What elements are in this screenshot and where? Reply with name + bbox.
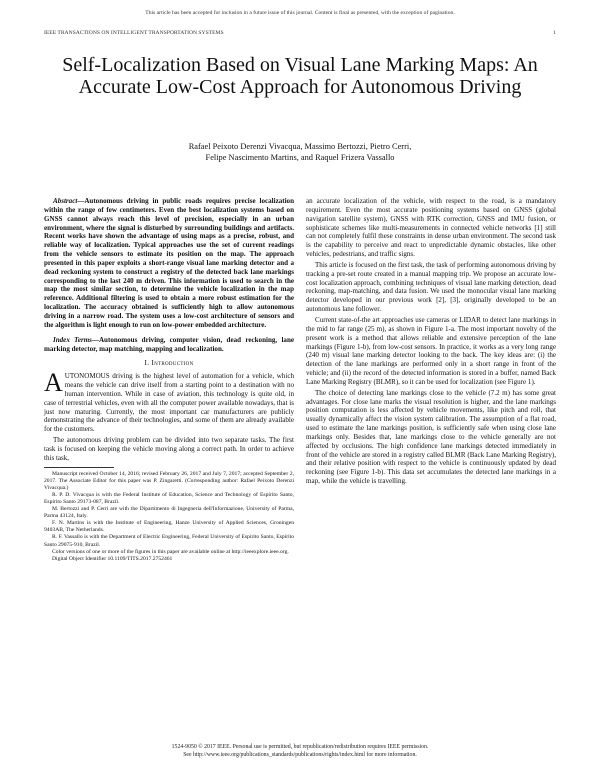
- rights-link-line: See http://www.ieee.org/publications_standards/publications/rights/index.html for more information.: [183, 752, 417, 758]
- footnote: R. P. D. Vivacqua is with the Federal Institute of Education, Science and Technology of Espírito Santo, Espírito Santo 29173-087, Brazil.: [44, 491, 294, 505]
- publication-notice: This article has been accepted for inclusion in a future issue of this journal. Content is final as presented, with the exception of pagination.: [145, 10, 455, 16]
- footnote: Manuscript received October 14, 2016; revised February 26, 2017 and July 7, 2017; accepted September 2, 2017. The Associate Editor for this paper was P. Zingaretti. (Corresponding author: Rafael Peixoto Derenzi Vivacqua.): [44, 470, 294, 491]
- body-paragraph: The choice of detecting lane markings close to the vehicle (7.2 m) has some great advantages. For close lane marks the visual resolution is higher, and the lane markings position computation is less affected by vehicle movements, like pitch and roll, that usually dynamically affect the vision system calibration. The assumption of a flat road, used to estimate the lane markings position, is sufficiently safe when using close lane markings only. Besides that, lane markings close to the vehicle generally are not affected by occlusions. The high confidence lane markings detected immediately in front of the vehicle are stored in a registry called BLMR (Back Lane Marking Registry), and their relative position with respect to the vehicle is continuously updated by dead reckoning (see Figure 1-b). This data set accumulates the detected lane markings in a map, while the vehicle is travelling.: [306, 388, 556, 486]
- copyright-line: 1524-9050 © 2017 IEEE. Personal use is permitted, but republication/redistribution requires IEEE permission.: [171, 744, 429, 750]
- abstract: Abstract—Autonomous driving in public roads requires precise localization within the range of few centimeters. Even the best localization systems based on GNSS cannot always reach this level of precision, especially in an urban environment, where the signal is disturbed by surrounding buildings and artifacts. Recent works have shown the advantage of using maps as a precise, robust, and reliable way of localization. Typical approaches use the set of current readings from the vehicle sensors to estimate its position on the map. The approach presented in this paper exploits a short-range visual lane marking detector and a dead reckoning system to construct a registry of the detected back lane markings corresponding to the last 240 m driven. This information is used to search in the map the most similar section, to determine the vehicle localization in the map reference. Additional filtering is used to obtain a more robust estimation for the localization. The accuracy obtained is sufficiently high to allow autonomous driving in a narrow road. The system uses a low-cost architecture of sensors and the algorithm is light enough to run on low-power embedded architecture.: [44, 197, 294, 329]
- index-terms: Index Terms—Autonomous driving, computer vision, dead reckoning, lane marking detector, map matching, mapping and localization.: [44, 335, 294, 353]
- right-column: [306, 197, 556, 488]
- index-terms-text: Autonomous driving, computer vision, dead reckoning, lane marking detector, map matching, mapping and localization.: [44, 335, 294, 353]
- intro-paragraph-text: UTONOMOUS driving is the highest level of automation for a vehicle, which means the vehicle can drive itself from a starting point to a destination with no human intervention. While in case of aviation, this technology is quite old, in case of terrestrial vehicles, even with all the computer power available nowadays, that is just now maturing. Currently, the most important car manufacturers are publicly demonstrating the advance of their technologies, and some of them are already available for the customers.: [44, 372, 294, 434]
- footnote: Color versions of one or more of the figures in this paper are available online at http://ieeexplore.ieee.org.: [52, 548, 289, 555]
- footnote-divider: [44, 467, 114, 468]
- author-line: Felipe Nascimento Martins, and Raquel Frizera Vassallo: [205, 153, 395, 162]
- running-head: [44, 30, 556, 36]
- drop-cap: A: [44, 368, 63, 398]
- footnote: F. N. Martins is with the Institute of Engineering, Hanze University of Applied Sciences, Groningen 9403AB, The Netherlands.: [44, 520, 294, 534]
- body-paragraph: Current state-of-the art approaches use cameras or LIDAR to detect lane markings in the mid to far range (25 m), as shown in Figure 1-a. The most important novelty of the present work is a method that allows reliable and extensive perception of the lane markings (Figure 1-b), from low-cost sensors. In practice, it works as a very long range (240 m) visual lane marking detector looking to the back. The key ideas are: (i) the detection of the lane markings are performed only in a short range in front of the vehicle; and (ii) the record of the detected information is stored in a buffer, named Back Lane Marking Registry (BLMR), so it can be used for localization (see Figure 1).: [306, 315, 556, 386]
- footnotes: [44, 471, 294, 563]
- copyright-footer: [0, 743, 600, 759]
- paper-title: Self-Localization Based on Visual Lane Marking Maps: An Accurate Low-Cost Approach for Autonomous Driving: [62, 54, 538, 98]
- body-paragraph: an accurate localization of the vehicle, with respect to the road, is a mandatory requirement. Even the most accurate positioning systems based on GNSS (global navigation satellite system), GNSS with RTK correction, GNSS and IMU fusion, or sophisticate schemes like multi-measurements in connected vehicle networks [1] still can not completely fulfil these constraints in dense urban environment. The second task is the capability to perceive and react to unpredictable dynamic obstacles, like other vehicles, pedestrians, and traffic signs.: [306, 197, 556, 259]
- footnote: R. F. Vassallo is with the Department of Electric Engineering, Federal University of Espírito Santo, Espírito Santo 29075-910, Brazil.: [44, 534, 294, 548]
- intro-paragraph: [44, 368, 294, 434]
- author-list: [60, 141, 540, 163]
- index-terms-label: Index Terms: [53, 335, 92, 344]
- left-column: [44, 197, 294, 563]
- author-line: Rafael Peixoto Derenzi Vivacqua, Massimo Bertozzi, Pietro Cerri,: [188, 142, 412, 151]
- intro-paragraph: The autonomous driving problem can be divided into two separate tasks. The first task is focused on keeping the vehicle moving along a correct path. In order to achieve this task,: [44, 436, 294, 462]
- footnote: Digital Object Identifier 10.1109/TITS.2017.2752461: [52, 555, 173, 562]
- abstract-label: Abstract: [53, 197, 78, 205]
- body-paragraph: This article is focused on the first task, the task of performing autonomous driving by tracking a pre-set route created in a manual mapping trip. We propose an accurate low-cost localization approach, combining techniques of visual lane marking detection, dead reckoning, map-matching, and data fusion. We used the monocular visual lane marking detector developed in our previous work [2], [3], originally developed to be an autonomous lane follower.: [306, 260, 556, 314]
- page-number: 1: [553, 30, 556, 36]
- journal-name: IEEE TRANSACTIONS ON INTELLIGENT TRANSPORTATION SYSTEMS: [44, 30, 224, 36]
- section-heading-introduction: I. Introduction: [144, 359, 194, 368]
- footnote: M. Bertozzi and P. Cerri are with the Dipartimento di Ingegneria dell'Informazione, University of Parma, Parma 43124, Italy.: [44, 506, 294, 520]
- abstract-text: Autonomous driving in public roads requires precise localization within the range of few centimeters. Even the best localization systems based on GNSS cannot always reach this level of precision, especially in an urban environment, where the signal is disturbed by surrounding buildings and artifacts. Recent works have shown the advantage of using maps as a precise, robust, and reliable way of localization. Typical approaches use the set of current readings from the vehicle sensors to estimate its position on the map. The approach presented in this paper exploits a short-range visual lane marking detector and a dead reckoning system to construct a registry of the detected back lane markings corresponding to the last 240 m driven. This information is used to search in the map the most similar section, to determine the vehicle localization in the map reference. Additional filtering is used to obtain a more robust estimation for the localization. The accuracy obtained is sufficiently high to allow autonomous driving in a narrow road. The system uses a low-cost architecture of sensors and the algorithm is light enough to run on low-power embedded architecture.: [44, 197, 294, 329]
